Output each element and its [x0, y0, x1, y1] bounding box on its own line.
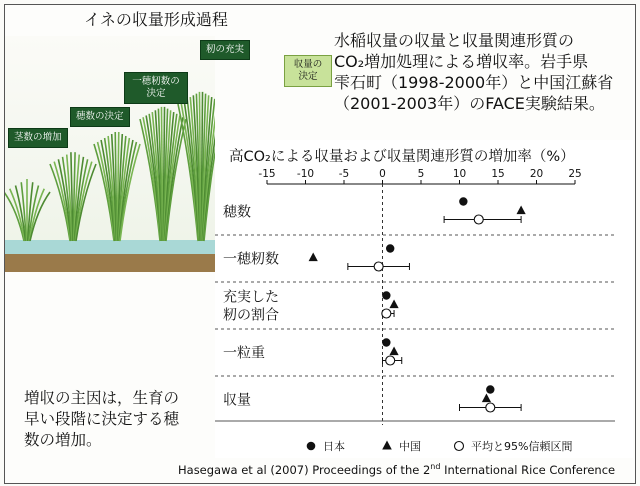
category-label: 一粒重	[223, 345, 265, 362]
description-text	[334, 30, 613, 114]
x-tick-label: 25	[568, 168, 582, 180]
citation-text: Hasegawa et al (2007) Proceedings of the 2	[178, 462, 431, 477]
japan-point	[382, 338, 390, 346]
mean-point	[486, 403, 495, 412]
x-tick-label: -15	[258, 168, 276, 180]
mean-point	[374, 262, 383, 271]
stage-label-grain-filling: 籾の充実	[200, 40, 250, 60]
category-label: 収量	[223, 392, 251, 409]
chart-title: 高CO₂による収量および収量関連形質の増加率（%）	[229, 149, 575, 165]
description-line: （2001-2003年）のFACE実験結果。	[334, 94, 605, 113]
japan-point	[459, 197, 467, 205]
legend-marker-mean	[455, 442, 464, 451]
stage-label-yield: 収量の決定	[284, 55, 332, 87]
category-label: 一穂籾数	[223, 251, 279, 268]
japan-point	[486, 385, 494, 393]
x-tick-label: -5	[338, 168, 350, 180]
conclusion-line: 増収の主因は，生育の	[24, 389, 180, 407]
legend-label: 中国	[399, 440, 421, 453]
x-tick-label: 15	[491, 168, 505, 180]
x-tick-label: 0	[379, 168, 386, 180]
citation-text-end: International Rice Conference	[440, 462, 616, 477]
description-line: 水稲収量の収量と収量関連形質の	[334, 31, 575, 50]
japan-point	[382, 291, 390, 299]
conclusion-line: 数の増加。	[24, 431, 102, 449]
stage-label-panicle-number: 穂数の決定	[70, 107, 130, 127]
stage-label-tiller-increase: 茎数の増加	[8, 128, 68, 148]
conclusion-text	[24, 388, 179, 451]
x-tick-label: 5	[417, 168, 425, 180]
water-layer	[5, 240, 215, 254]
category-label: 籾の割合	[223, 307, 279, 324]
x-tick-label: 10	[452, 168, 467, 180]
category-label: 穂数	[223, 204, 251, 221]
legend-label: 平均と95%信頼区間	[471, 440, 573, 453]
category-label: 充実した	[223, 289, 279, 306]
japan-point	[386, 244, 394, 252]
mean-point	[474, 215, 483, 224]
x-tick-label: -10	[296, 168, 315, 180]
stage-label-spikelet-number: 一穂籾数の決定	[124, 72, 188, 104]
increase-rate-chart	[215, 140, 633, 458]
x-tick-label: 20	[529, 168, 544, 180]
mean-point	[386, 356, 395, 365]
soil-layer	[5, 254, 215, 272]
citation-superscript: nd	[430, 462, 441, 471]
legend-marker-japan	[307, 442, 316, 451]
citation	[178, 462, 615, 477]
description-line: CO₂増加処理による増収率。岩手県	[334, 52, 589, 71]
legend-label: 日本	[323, 440, 345, 453]
mean-point	[382, 309, 391, 318]
conclusion-line: 早い段階に決定する穂	[24, 410, 180, 428]
rice-process-title: イネの収量形成過程	[84, 10, 228, 29]
description-line: 雫石町（1998-2000年）と中国江蘇省	[334, 73, 614, 92]
